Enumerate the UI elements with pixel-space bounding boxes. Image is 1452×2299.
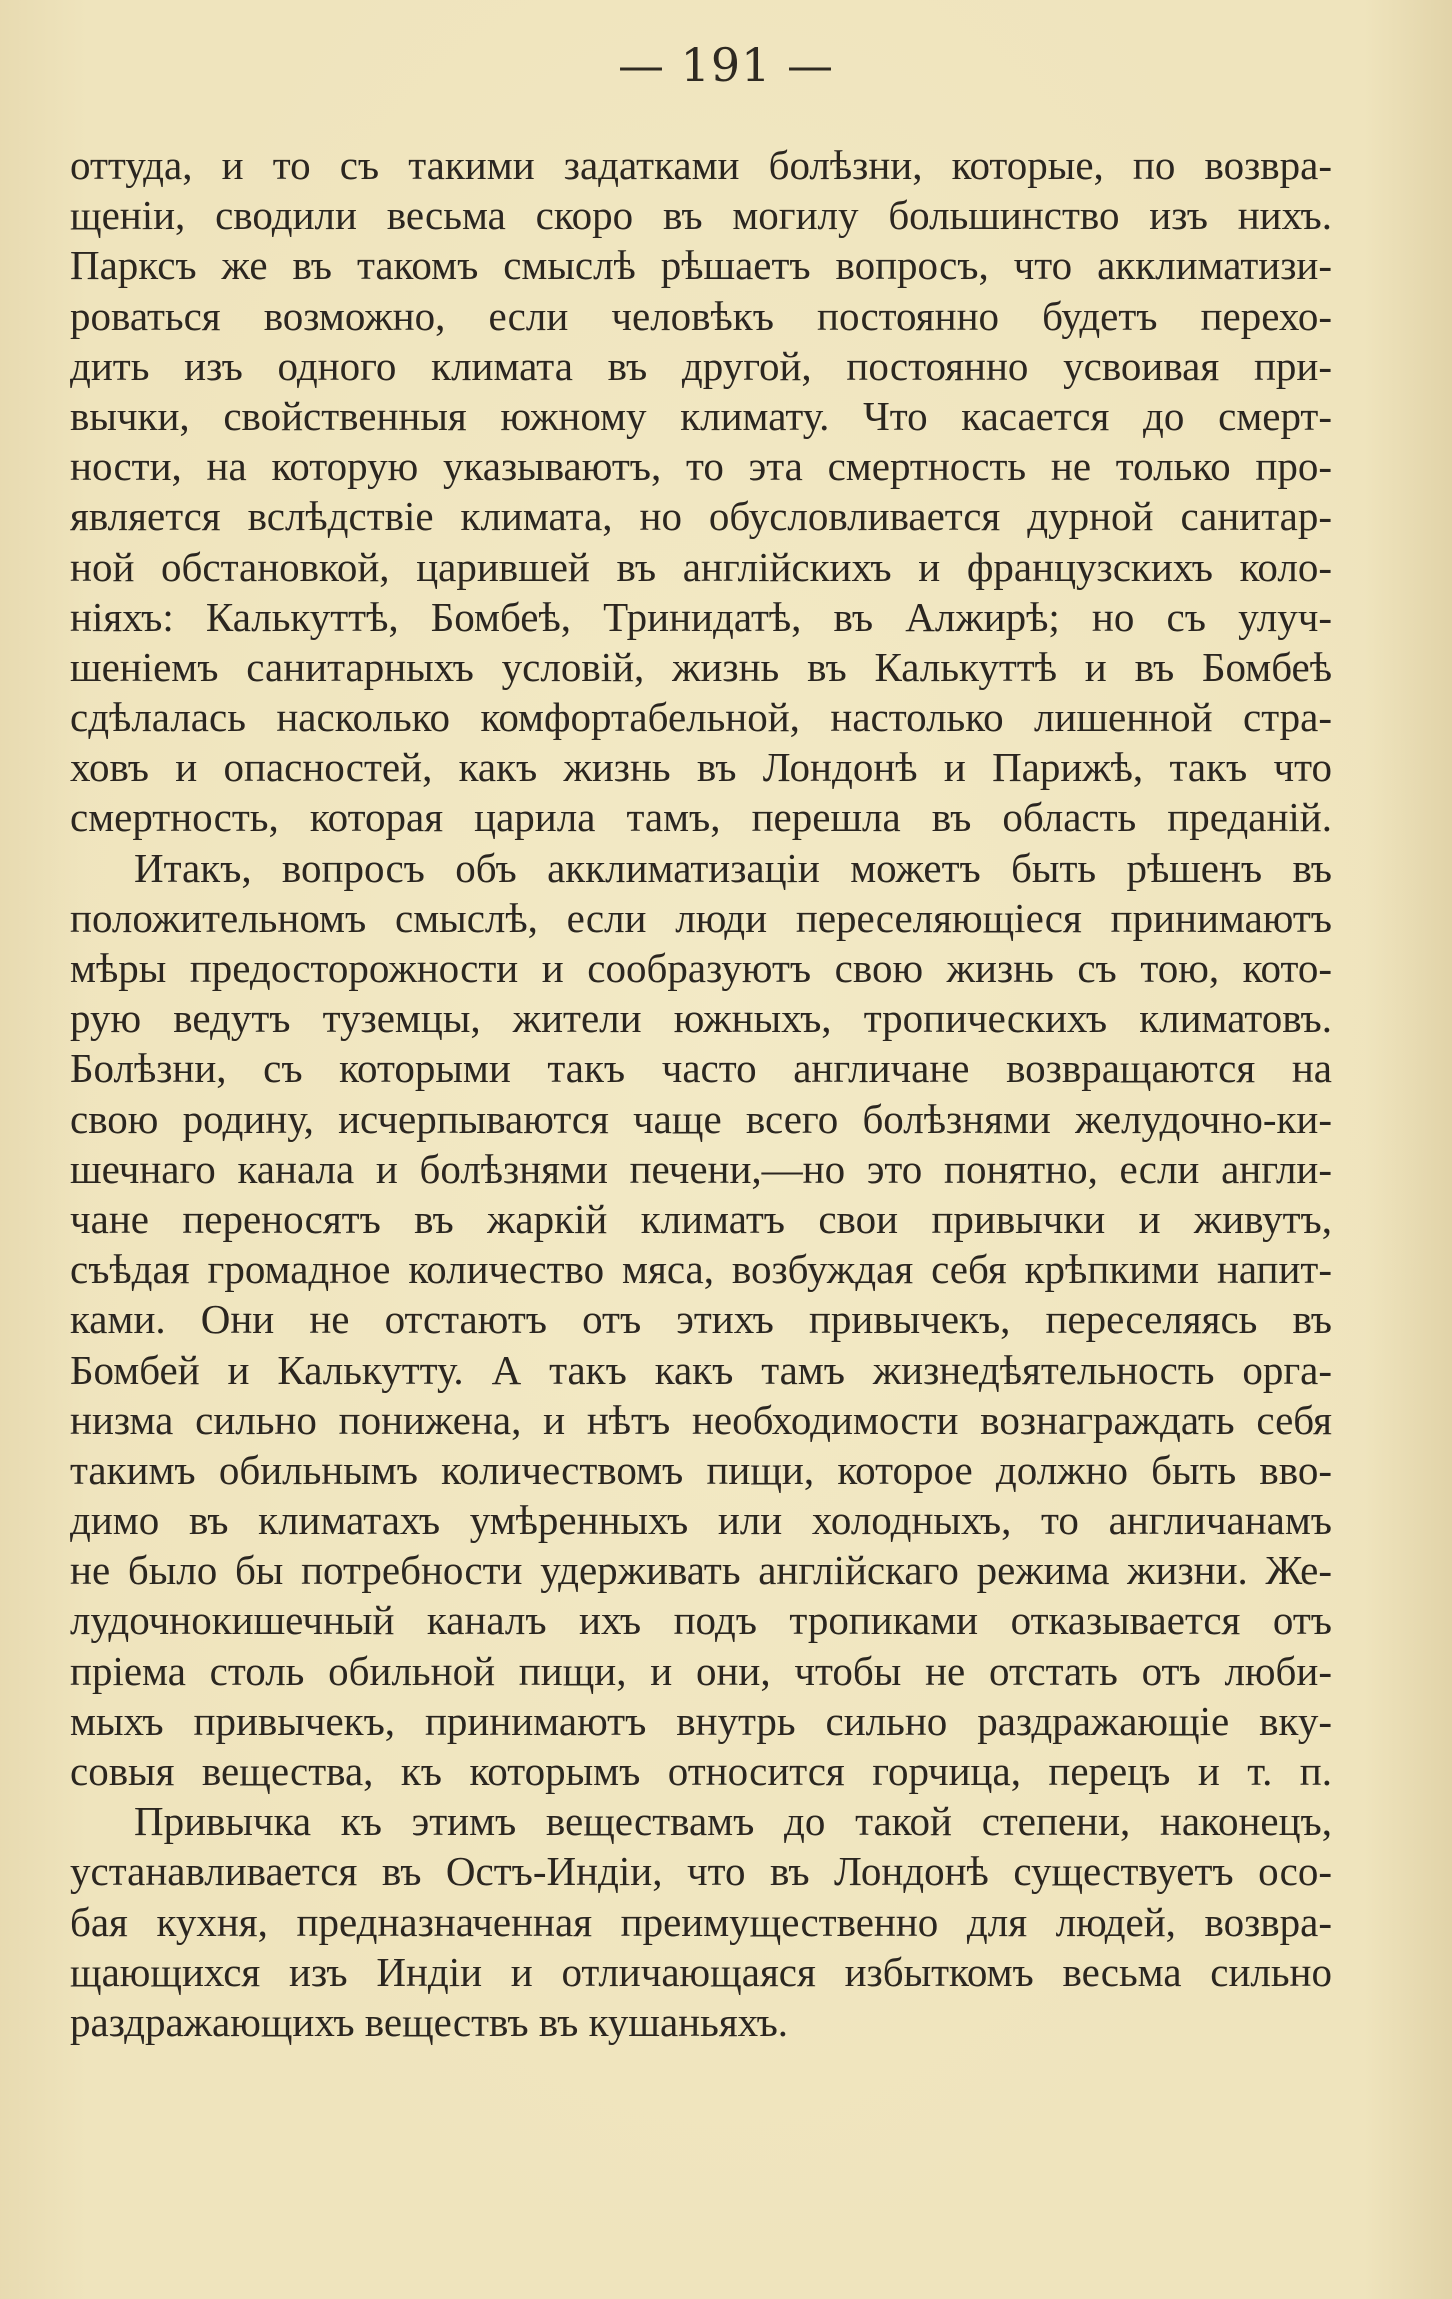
text-line: вычки, свойственныя южному климату. Что касается до смерт-	[70, 392, 1332, 439]
paragraph	[70, 1796, 1332, 2047]
body-text	[70, 140, 1332, 2047]
text-line: Итакъ, вопросъ объ акклиматизаціи можетъ быть рѣшенъ въ	[134, 844, 1332, 891]
text-line: низма сильно понижена, и нѣтъ необходимости вознаграждать себя	[70, 1396, 1332, 1443]
text-line: пріема столь обильной пищи, и они, чтобы не отстать отъ люби-	[70, 1647, 1332, 1694]
text-line: ной обстановкой, царившей въ англійскихъ и французскихъ коло-	[70, 543, 1332, 590]
text-line: Парксъ же въ такомъ смыслѣ рѣшаетъ вопросъ, что акклиматизи-	[70, 242, 1332, 289]
text-line: съѣдая громадное количество мяса, возбуждая себя крѣпкими напит-	[70, 1246, 1332, 1293]
text-line: ховъ и опасностей, какъ жизнь въ Лондонѣ и Парижѣ, такъ что	[70, 744, 1332, 791]
text-line: смертность, которая царила тамъ, перешла въ область преданій.	[70, 794, 1332, 841]
text-line: такимъ обильнымъ количествомъ пищи, которое должно быть вво-	[70, 1446, 1332, 1493]
text-line: рую ведутъ туземцы, жители южныхъ, тропическихъ климатовъ.	[70, 995, 1332, 1042]
text-line: мыхъ привычекъ, принимаютъ внутрь сильно раздражающіе вку-	[70, 1697, 1332, 1744]
paragraph	[70, 140, 1332, 843]
text-line: чане переносятъ въ жаркій климатъ свои привычки и живутъ,	[70, 1195, 1332, 1242]
text-line: сдѣлалась насколько комфортабельной, настолько лишенной стра-	[70, 694, 1332, 741]
text-line: димо въ климатахъ умѣренныхъ или холодныхъ, то англичанамъ	[70, 1497, 1332, 1544]
paragraph	[70, 843, 1332, 1797]
text-line: роваться возможно, если человѣкъ постоянно будетъ перехо-	[70, 292, 1332, 339]
text-line: бая кухня, предназначенная преимущественно для людей, возвра-	[70, 1898, 1332, 1945]
text-line: оттуда, и то съ такими задатками болѣзни, которые, по возвра-	[70, 142, 1332, 188]
text-line: свою родину, исчерпываются чаще всего болѣзнями желудочно-ки-	[70, 1095, 1332, 1142]
text-line: раздражающихъ веществъ въ кушаньяхъ.	[70, 1998, 789, 2045]
text-line: ками. Они не отстаютъ отъ этихъ привычекъ, переселяясь въ	[70, 1296, 1332, 1343]
text-line: ности, на которую указываютъ, то эта смертность не только про-	[70, 443, 1332, 490]
text-line: является вслѣдствіе климата, но обусловливается дурной санитар-	[70, 493, 1332, 540]
text-line: положительномъ смыслѣ, если люди переселяющіеся принимаютъ	[70, 894, 1332, 941]
text-line: Бомбей и Калькутту. А такъ какъ тамъ жизнедѣятельность орга-	[70, 1346, 1332, 1393]
text-line: Болѣзни, съ которыми такъ часто англичане возвращаются на	[70, 1045, 1332, 1092]
text-line: шеніемъ санитарныхъ условій, жизнь въ Калькуттѣ и въ Бомбеѣ	[70, 643, 1332, 690]
text-line: щеніи, сводили весьма скоро въ могилу большинство изъ нихъ.	[70, 192, 1332, 239]
text-line: не было бы потребности удерживать англійскаго режима жизни. Же-	[70, 1547, 1332, 1594]
text-line: щающихся изъ Индіи и отличающаяся избыткомъ весьма сильно	[70, 1948, 1332, 1995]
text-line: совыя вещества, къ которымъ относится горчица, перецъ и т. п.	[70, 1748, 1332, 1794]
text-line: Привычка къ этимъ веществамъ до такой степени, наконецъ,	[134, 1798, 1332, 1845]
page-number: — 191 —	[617, 38, 835, 92]
text-line: устанавливается въ Остъ-Индіи, что въ Лондонѣ существуетъ осо-	[70, 1848, 1332, 1895]
text-line: лудочнокишечный каналъ ихъ подъ тропиками отказывается отъ	[70, 1597, 1332, 1644]
text-line: ніяхъ: Калькуттѣ, Бомбеѣ, Тринидатѣ, въ Алжирѣ; но съ улуч-	[70, 593, 1332, 640]
text-line: мѣры предосторожности и сообразуютъ свою жизнь съ тою, кото-	[70, 945, 1332, 991]
text-line: шечнаго канала и болѣзнями печени,—но это понятно, если англи-	[70, 1145, 1332, 1192]
text-line: дить изъ одного климата въ другой, постоянно усвоивая при-	[70, 342, 1332, 389]
